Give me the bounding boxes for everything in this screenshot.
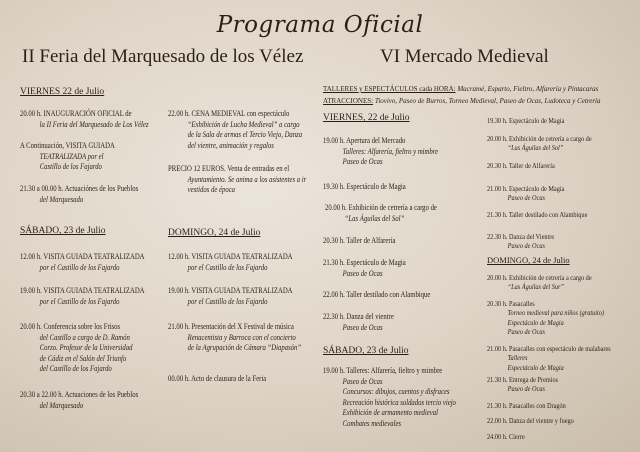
event-line: del Castillo de los Fajardo bbox=[39, 364, 112, 374]
event bbox=[487, 184, 564, 203]
event bbox=[487, 375, 558, 394]
event-line: de Cádiz en el Salón del Triunfo bbox=[39, 353, 127, 363]
event bbox=[168, 252, 293, 273]
day-heading: VIERNES 22 de Julio bbox=[20, 87, 105, 97]
event bbox=[323, 290, 430, 301]
talleres-text: Macramé, Esparto, Fieltro, Alfarería y Pintacaras bbox=[457, 84, 599, 93]
day-heading: VIERNES, 22 de Julio bbox=[323, 113, 410, 123]
event-line-time: 21.30 h. Espectáculo de Magia bbox=[323, 258, 406, 267]
event bbox=[487, 116, 564, 125]
event-line: Paseo de Ocas bbox=[342, 157, 383, 167]
event-line-time: 20.30 h. Taller de Alfarería bbox=[487, 161, 555, 170]
event-line: por el Castillo de los Fajardo bbox=[39, 262, 120, 272]
event-line-time: 19.30 h. Espectáculo de Magia bbox=[323, 182, 406, 191]
event-line: de la Sala de armas el Tercio Viejo, Danza bbox=[187, 130, 303, 140]
event-line-time: 24.00 h. Cierre bbox=[487, 432, 525, 441]
event-line: por el Castillo de los Fajardo bbox=[187, 296, 268, 306]
event bbox=[487, 161, 555, 170]
feria-subtitle: II Feria del Marquesado de los Vélez bbox=[22, 46, 304, 67]
event-line: del Castillo a cargo de D. Ramón bbox=[39, 332, 130, 342]
event-line-time: 20.00 h. Exhibición de cetrería a cargo de bbox=[487, 273, 592, 282]
atracciones-label: ATRACCIONES: bbox=[323, 96, 374, 105]
day-heading: DOMINGO, 24 de Julio bbox=[168, 228, 261, 238]
event-line-time: 12.00 h. VISITA GUIADA TEATRALIZADA bbox=[168, 252, 293, 261]
event-line: Ayuntamiento. Se anima a los asistentes a ir bbox=[187, 174, 307, 184]
event bbox=[20, 184, 138, 205]
event-line-time: 20.00 h. Conferencia sobre los Frisos bbox=[20, 322, 121, 331]
event-line-time: 22.00 h. CENA MEDIEVAL con espectáculo bbox=[168, 109, 290, 118]
event-line-time: 21.00 h. Pasacalles con espectáculo de malabares bbox=[487, 344, 611, 353]
event-line: “Las Águilas del Sol” bbox=[344, 213, 405, 223]
event-line: Paseo de Ocas bbox=[342, 268, 383, 278]
event bbox=[487, 416, 574, 425]
talleres-info bbox=[323, 84, 598, 93]
talleres-label: TALLERES y ESPECTÁCULOS cada HORA: bbox=[323, 84, 456, 93]
event bbox=[487, 134, 592, 153]
event-line: la II Feria del Marquesado de Los Vélez bbox=[39, 119, 149, 129]
event-line: del Marquesado bbox=[39, 400, 84, 410]
event bbox=[20, 252, 145, 273]
event-line-time: 20.30 h. Taller de Alfarería bbox=[323, 236, 396, 245]
event-line: por el Castillo de los Fajardo bbox=[39, 296, 120, 306]
event-line: Renacentista y Barroca con el concierto bbox=[187, 332, 296, 342]
event bbox=[487, 401, 566, 410]
event bbox=[168, 109, 302, 151]
event-line-time: 20.00 h. Exhibición de cetrería a cargo de bbox=[487, 134, 592, 143]
event-line: del Marquesado bbox=[39, 194, 84, 204]
event-line: Paseo de Ocas bbox=[507, 327, 545, 337]
event-line-time: 19.30 h. Espectáculo de Magia bbox=[487, 116, 565, 125]
atracciones-text: Tiovivo, Paseo de Burros, Torneo Medieval, Paseo de Ocas, Ludoteca y Cetrería bbox=[374, 96, 601, 105]
event-line-time: 00.00 h. Acto de clausura de la Feria bbox=[168, 374, 267, 383]
event-line: Espectáculo de Magia bbox=[507, 317, 564, 327]
event-line: Recreación histórica soldados tercio viejo bbox=[342, 397, 456, 407]
event-line: Exhibición de armamento medieval bbox=[342, 408, 438, 418]
event-line: Espectáculo de Magia bbox=[507, 362, 564, 372]
event-line: Talleres bbox=[507, 353, 528, 363]
event-line: Castillo de los Fajardo bbox=[39, 162, 102, 172]
atracciones-info bbox=[323, 96, 601, 105]
event-line-time: 21.00 h. Presentación del X Festival de música bbox=[168, 322, 294, 331]
event-line-time: 21.30 h. Pasacalles con Dragón bbox=[487, 401, 566, 410]
event-line: del vientre, animación y regalos bbox=[187, 140, 274, 150]
event bbox=[323, 182, 406, 193]
event bbox=[323, 366, 456, 430]
event bbox=[325, 203, 437, 224]
day-heading: DOMINGO, 24 de Julio bbox=[487, 255, 570, 265]
event-line-time: 12.00 h. VISITA GUIADA TEATRALIZADA bbox=[20, 252, 145, 261]
event bbox=[487, 232, 554, 251]
event-line-time: 21.00 h. Espectáculo de Magia bbox=[487, 184, 565, 193]
event-line-time: 20.00 h. Exhibición de cetrería a cargo de bbox=[325, 203, 437, 212]
event-line: Paseo de Ocas bbox=[507, 241, 545, 251]
event bbox=[487, 344, 611, 372]
event bbox=[487, 432, 525, 441]
event-line-time: 19.00 h. Apertura del Mercado bbox=[323, 136, 406, 145]
event-line: Paseo de Ocas bbox=[342, 376, 383, 386]
event bbox=[487, 210, 587, 219]
event bbox=[20, 286, 145, 307]
event-line: vestidos de época bbox=[187, 185, 236, 195]
event-line: Torneo medieval para niños (gratuito) bbox=[507, 308, 604, 318]
event-line-time: 22.30 h. Danza del vientre bbox=[323, 312, 394, 321]
event-line-time: 19.00 h. Talleres: Alfarería, fieltro y mimbre bbox=[323, 366, 443, 375]
event-line: Talleres: Alfarería, fieltro y mimbre bbox=[342, 146, 439, 156]
event-line: Paseo de Ocas bbox=[507, 384, 545, 394]
event bbox=[20, 322, 132, 375]
event-line-time: 21.30 h. Entrega de Premios bbox=[487, 375, 559, 384]
event bbox=[168, 322, 301, 354]
event-line-time: 22.00 h. Danza del vientre y fuego bbox=[487, 416, 574, 425]
mercado-subtitle: VI Mercado Medieval bbox=[380, 46, 549, 67]
event-line: Paseo de Ocas bbox=[507, 193, 545, 203]
event bbox=[20, 141, 115, 173]
event bbox=[323, 136, 438, 168]
event-line-time: 20.30 a 22.00 h. Actuaciones de los Pueblos bbox=[20, 390, 139, 399]
page-title: Programa Oficial bbox=[216, 12, 424, 38]
event bbox=[168, 286, 293, 307]
event-line: de la Agrupación de Cámara “Diapasón” bbox=[187, 343, 302, 353]
day-heading: SÁBADO, 23 de Julio bbox=[20, 226, 106, 236]
event-line-time: PRECIO 12 EUROS. Venta de entradas en el bbox=[168, 164, 290, 173]
event-line: Paseo de Ocas bbox=[342, 322, 383, 332]
event bbox=[323, 236, 395, 247]
event bbox=[168, 374, 266, 385]
event bbox=[323, 258, 406, 279]
event bbox=[487, 273, 592, 292]
event-line: “Las Águilas del Sol” bbox=[507, 143, 564, 153]
event-line: por el Castillo de los Fajardo bbox=[187, 262, 268, 272]
event-line-time: 21.30 a 00.00 h. Actuaciónes de los Pueblos bbox=[20, 184, 139, 193]
event-line-time: 22.30 h. Danza del Vientre bbox=[487, 232, 555, 241]
event-line: “Exhibición de Lucha Medieval” a cargo bbox=[187, 119, 300, 129]
event bbox=[323, 312, 394, 333]
event-line-time: 20.00 h. INAUGURACIÓN OFICIAL de bbox=[20, 109, 132, 118]
event-line: TEATRALIZADA por el bbox=[39, 151, 104, 161]
event bbox=[20, 390, 138, 411]
event-line: Concursos: dibujos, cuentos y disfraces bbox=[342, 387, 450, 397]
event-line-time: 19.00 h. VISITA GUIADA TEATRALIZADA bbox=[20, 286, 145, 295]
event-line-time: 22.00 h. Taller destilado con Alambique bbox=[323, 290, 431, 299]
event-line: “Las Águilas del Sur” bbox=[507, 282, 564, 292]
event-line: Combates medievales bbox=[342, 418, 402, 428]
event-line-time: 21.30 h. Taller destilado con Alambique bbox=[487, 210, 588, 219]
event-line-time: A Continuación, VISITA GUIADA bbox=[20, 141, 115, 150]
event bbox=[487, 299, 604, 337]
event bbox=[20, 109, 149, 130]
event-line-time: 19.00 h. VISITA GUIADA TEATRALIZADA bbox=[168, 286, 293, 295]
event-line-time: 20.30 h. Pasacalles bbox=[487, 299, 535, 308]
event bbox=[168, 164, 306, 196]
event-line: Corzo. Profesor de la Universidad bbox=[39, 343, 133, 353]
day-heading: SÁBADO, 23 de Julio bbox=[323, 346, 409, 356]
